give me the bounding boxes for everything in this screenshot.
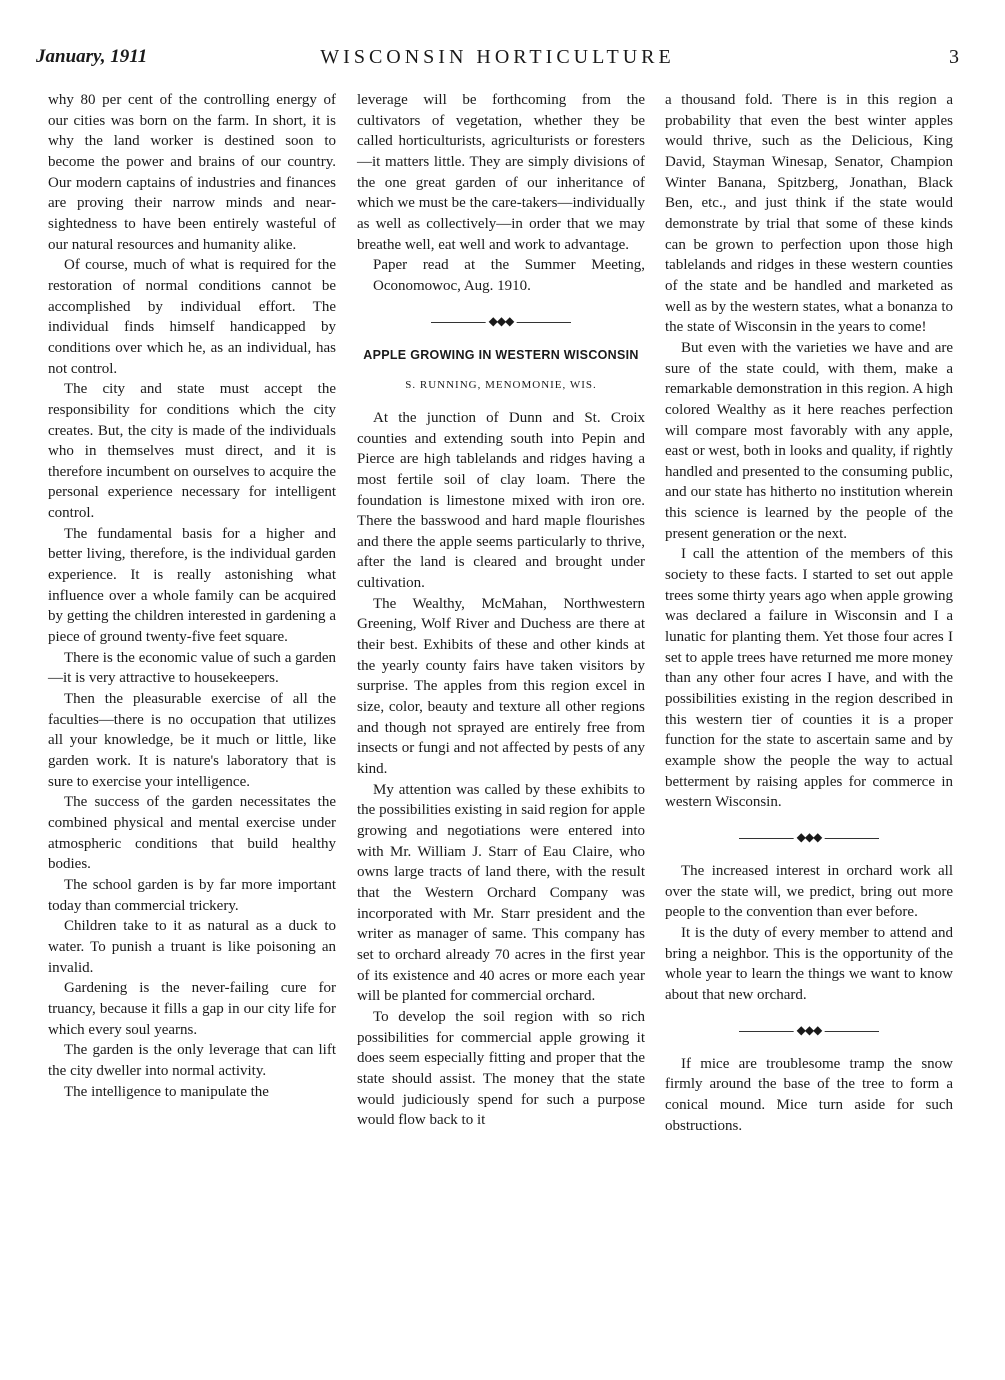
- ornament-icon: ◆◆◆: [794, 829, 825, 845]
- column-1: [48, 90, 336, 1102]
- paragraph: There is the economic value of such a garden—it is very attractive to housekeepers.: [48, 649, 336, 687]
- issue-date: January, 1911: [36, 46, 148, 67]
- article-author: S. RUNNING, MENOMONIE, WIS.: [405, 379, 597, 392]
- paragraph: why 80 per cent of the controlling energy of our cities was born on the farm. In short, it is why the land worker is destined soon to become the power and brains of our country. Our modern captains of industries and finances are proving their narrow minds and near-sightedness to have been entirely wasteful of our natural resources and humanity alike.: [48, 92, 336, 253]
- paragraph: The school garden is by far more important today than commercial trickery.: [48, 876, 336, 914]
- paragraph: At the junction of Dunn and St. Croix counties and extending south into Pepin and Pierce are high tablelands and ridges having a most fertile soil of clay loam. There the foundation is limestone mixed with iron ore. There the basswood and hard maple flourishes and there the apple seems particularly to thrive, after the land is cleared and brought under cultivation.: [357, 409, 645, 592]
- paragraph: Children take to it as natural as a duck to water. To punish a truant is like poisoning an invalid.: [48, 918, 336, 976]
- ornament-icon: ◆◆◆: [794, 1022, 825, 1038]
- paragraph: But even with the varieties we have and are sure of the state could, with them, make a remarkable demonstration in this region. A high colored Wealthy as it here reaches perfection will compare most favorably with any apple, east or west, both in looks and quality, if rightly handled and presented to the consuming public, and our state has hitherto no institution wherein this science is learned by the people of the present generation or the next.: [665, 339, 953, 542]
- column-2: [357, 90, 645, 1131]
- ornament-icon: ◆◆◆: [486, 313, 517, 329]
- column-3: [665, 90, 953, 1136]
- section-divider: [739, 1022, 879, 1037]
- paragraph: It is the duty of every member to attend and bring a neighbor. This is the opportunity of the whole year to learn the things we want to know about that new orchard.: [665, 924, 953, 1003]
- paragraph: Gardening is the never-failing cure for truancy, because it fills a gap in our city life for which every soul yearns.: [48, 980, 336, 1038]
- page-header: [36, 46, 959, 76]
- source-note: Paper read at the Summer Meeting, Oconomowoc, Aug. 1910.: [373, 257, 645, 294]
- paragraph: The city and state must accept the responsibility for conditions which the city creates. But, the city is made of the individuals who in themselves must direct, and it is therefore incumbent on ourselves to acquire the personal experience necessary for intelligent control.: [48, 381, 336, 522]
- paragraph: Then the pleasurable exercise of all the faculties—there is no occupation that utilizes all your knowledge, be it much or little, like garden work. It is nature's laboratory that is sure to exercise your intelligence.: [48, 691, 336, 790]
- section-divider: [739, 829, 879, 844]
- paragraph: a thousand fold. There is in this region a probability that even the best winter apples would thrive, such as the Delicious, King David, Stayman Winesap, Senator, Champion Winter Banana, Spitzberg, Jonathan, Black Ben, etc., and just think if the state would demonstrate by trial that some of these kinds can be grown to perfection upon those high tablelands and ridges in these western counties of the state and be handled and marketed as well as by the western states, what a bonanza to the state of Wisconsin in the years to come!: [665, 92, 953, 336]
- paragraph: Of course, much of what is required for the restoration of normal conditions cannot be accomplished by individual effort. The individual finds himself handicapped by conditions over which he, as an individual, has not control.: [48, 257, 336, 377]
- paragraph: The Wealthy, McMahan, Northwestern Greening, Wolf River and Duchess are there at their best. Exhibits of these and other kinds at the yearly county fairs have taken visitors by surprise. The apples from this region excel in size, color, beauty and texture all other regions and though not sprayed are entirely free from insects or fungi and not affected by pests of any kind.: [357, 595, 645, 778]
- article-title: APPLE GROWING IN WESTERN WISCONSIN: [363, 347, 639, 362]
- paragraph: leverage will be forthcoming from the cultivators of vegetation, whether they be called horticulturists, agriculturists or foresters—it matters little. They are simply divisions of the one great garden of our inheritance of which we must be the care-takers—individually as well as collectively—in order that we may breathe well, eat well and work to advantage.: [357, 92, 645, 253]
- paragraph: The fundamental basis for a higher and better living, therefore, is the individual garden experience. It is really astonishing what influence over a whole family can be acquired by getting the children interested in gardening a piece of ground twenty-five feet square.: [48, 525, 336, 646]
- paragraph: The success of the garden necessitates the combined physical and mental exercise under atmospheric conditions that build healthy bodies.: [48, 794, 336, 873]
- paragraph: To develop the soil region with so rich possibilities for commercial apple growing it does seem especially fitting and proper that the state should assist. The money that the state would judiciously spend for such a purpose would flow back to it: [357, 1008, 645, 1129]
- paragraph: My attention was called by these exhibits to the possibilities existing in said region for apple growing and negotiations were entered into with Mr. William J. Starr of Eau Claire, who owns large tracts of land there, with the result that the Western Orchard Company was incorporated with Mr. Starr president and the writer as manager of same. This company has set to orchard already 70 acres in the first year of its existence and 40 acres or more each year will be planted for commercial orchard.: [357, 781, 645, 1005]
- journal-title: WISCONSIN HORTICULTURE: [320, 46, 675, 68]
- paragraph: The garden is the only leverage that can lift the city dweller into normal activity.: [48, 1042, 336, 1079]
- paragraph: The increased interest in orchard work all over the state will, we predict, bring out more people to the convention than ever before.: [665, 862, 953, 921]
- paragraph: I call the attention of the members of this society to these facts. I started to set out apple trees some thirty years ago when apple growing was declared a failure in Wisconsin and I a lunatic for planting them. Yet those four acres I set to apple trees have returned me more money than any other four acres I have, and with the possibilities existing in the region described in this western tier of counties it is a proper function for the state to ascertain same and by example show the people the way to actual betterment by raising apples for commerce in western Wisconsin.: [665, 546, 953, 811]
- section-divider: [431, 313, 571, 328]
- paragraph: The intelligence to manipulate the: [64, 1083, 269, 1100]
- page-number: 3: [949, 46, 959, 68]
- paragraph: If mice are troublesome tramp the snow firmly around the base of the tree to form a conical mound. Mice turn aside for such obstructions.: [665, 1055, 953, 1134]
